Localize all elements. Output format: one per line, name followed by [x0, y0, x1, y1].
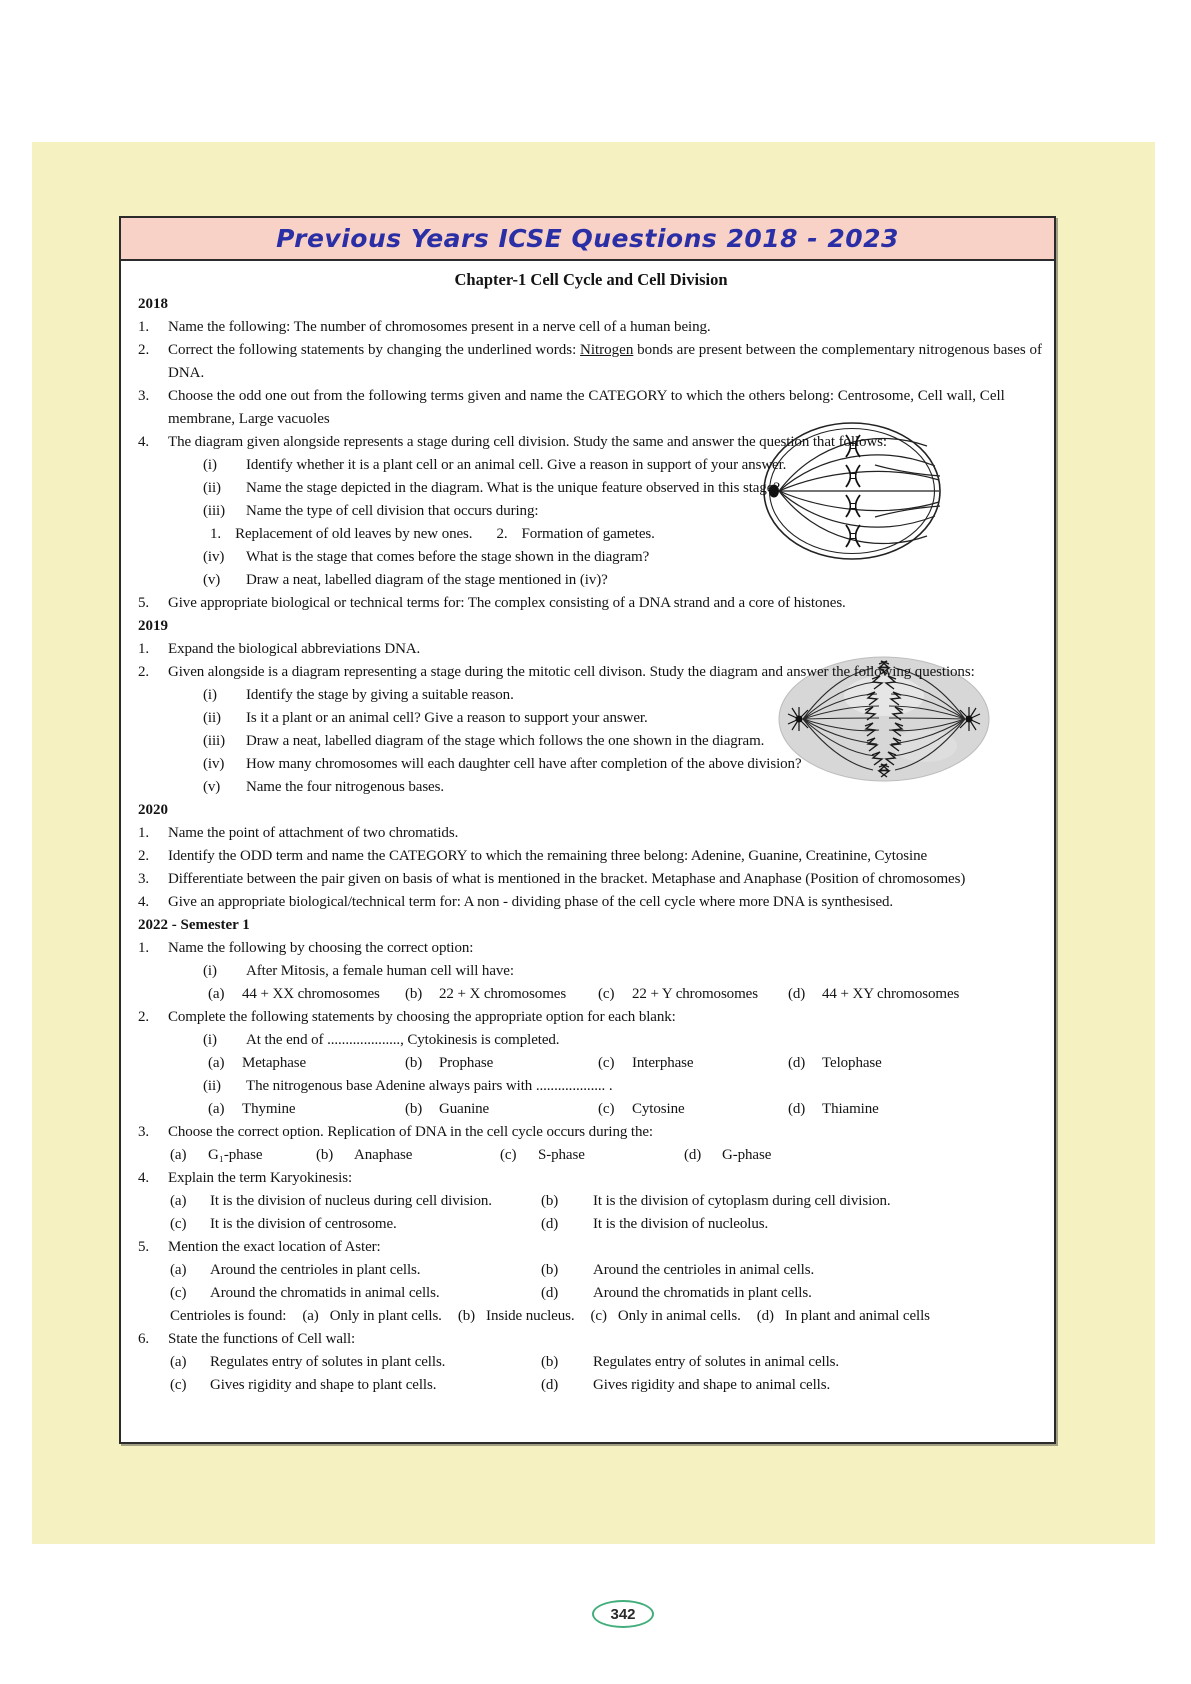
option [541, 1374, 830, 1397]
sub-question-label: (i) [203, 1032, 217, 1048]
question-number: 4. [138, 894, 150, 910]
sub-question-label: (i) [203, 963, 217, 979]
question-row [138, 638, 1044, 661]
inline-number: 2. [496, 526, 508, 542]
sub-question-text: Name the type of cell division that occurs during: [246, 503, 539, 519]
underlined-word: Nitrogen [580, 342, 634, 358]
option [684, 1144, 771, 1167]
option [170, 1259, 541, 1282]
question-number: 2. [138, 1009, 150, 1025]
question-row [138, 845, 1044, 868]
question-text [168, 638, 1044, 661]
question-row [138, 822, 1044, 845]
sub-question-row [203, 753, 1044, 776]
text-segment: Complete the following statements by choosing the appropriate option for each blank: [168, 1009, 676, 1025]
option [170, 1213, 541, 1236]
sub-question-row [203, 500, 1044, 523]
question-row [138, 1006, 1044, 1029]
options-row [208, 983, 1044, 1006]
text-segment: Name the following: The number of chromosomes present in a nerve cell of a human being. [168, 319, 711, 335]
question-row [138, 1328, 1044, 1351]
option [598, 1052, 788, 1075]
sub-question-row [203, 707, 1044, 730]
sub-question-label: (i) [203, 687, 217, 703]
option-text: Around the centrioles in plant cells. [210, 1262, 421, 1278]
sub-question-row [203, 477, 1044, 500]
sub-question-row [203, 960, 1044, 983]
text-segment: Mention the exact location of Aster: [168, 1239, 381, 1255]
question-text [168, 316, 1044, 339]
year-heading: 2022 - Semester 1 [138, 917, 250, 933]
sub-question-text: Draw a neat, labelled diagram of the stage mentioned in (iv)? [246, 572, 608, 588]
options-row [170, 1305, 1044, 1328]
question-number: 2. [138, 664, 150, 680]
question-sheet [119, 216, 1056, 1444]
question-text [168, 1328, 1044, 1351]
inline-number: 1. [210, 526, 222, 542]
text-segment: Choose the odd one out from the following terms given and name the CATEGORY to which the others belong: Centrosome, Cell wall, Cell membrane, Large vacuoles [168, 388, 1005, 427]
options-lead: Centrioles is found: [170, 1308, 287, 1324]
option [405, 1052, 598, 1075]
question-number: 2. [138, 848, 150, 864]
option [591, 1305, 741, 1328]
sub-question-row [203, 569, 1044, 592]
sub-question-text: At the end of ...................., Cytokinesis is completed. [246, 1032, 560, 1048]
question-row [138, 339, 1044, 385]
sub-question-row [203, 1075, 1044, 1098]
text-segment: Explain the term Karyokinesis: [168, 1170, 353, 1186]
option [405, 1098, 598, 1121]
question-text [168, 1167, 1044, 1190]
question-text [168, 385, 1044, 431]
option-label: (d) [788, 1101, 806, 1117]
question-number: 1. [138, 825, 150, 841]
sub-question-row [203, 730, 1044, 753]
sub-question-label: (v) [203, 779, 221, 795]
option [170, 1282, 541, 1305]
question-text [168, 431, 1044, 454]
option-text: Around the chromatids in animal cells. [210, 1285, 440, 1301]
option-label: (c) [598, 1101, 615, 1117]
option [541, 1190, 891, 1213]
question-number: 1. [138, 319, 150, 335]
page-number: 342 [610, 1605, 636, 1623]
options-row [170, 1374, 1044, 1397]
page-number-badge [592, 1600, 654, 1628]
option-text: Anaphase [354, 1147, 413, 1163]
sub-question-label: (iv) [203, 756, 225, 772]
option-label: (c) [598, 986, 615, 1002]
option [598, 1098, 788, 1121]
question-row [138, 868, 1044, 891]
sub-question-label: (ii) [203, 710, 221, 726]
option-label: (c) [170, 1216, 187, 1232]
question-text [168, 592, 1044, 615]
options-row [170, 1282, 1044, 1305]
option-label: (a) [208, 1101, 225, 1117]
question-number: 5. [138, 595, 150, 611]
sub-question-text: The nitrogenous base Adenine always pairs with ................... . [246, 1078, 613, 1094]
sub-question-label: (i) [203, 457, 217, 473]
question-number: 3. [138, 1124, 150, 1140]
option-text: Inside nucleus. [486, 1308, 575, 1324]
option-label: (a) [170, 1147, 187, 1163]
option-label: (a) [208, 986, 225, 1002]
sheet-content [121, 261, 1054, 1397]
option-text: Gives rigidity and shape to animal cells. [593, 1377, 831, 1393]
sub-question-text: Identify whether it is a plant cell or an animal cell. Give a reason in support of your answer. [246, 457, 787, 473]
sub-question-row [203, 684, 1044, 707]
question-text [168, 891, 1044, 914]
question-row [138, 937, 1044, 960]
option-text: Regulates entry of solutes in animal cells. [593, 1354, 840, 1370]
option-text: Only in animal cells. [617, 1308, 741, 1324]
option-label: (b) [541, 1354, 559, 1370]
option-text: Regulates entry of solutes in plant cells. [210, 1354, 446, 1370]
option [170, 1351, 541, 1374]
option [170, 1190, 541, 1213]
banner [121, 218, 1054, 261]
sub-question-text: Name the four nitrogenous bases. [246, 779, 444, 795]
option-text: Only in plant cells. [329, 1308, 442, 1324]
option-text: 22 + X chromosomes [439, 986, 567, 1002]
year-heading: 2020 [138, 802, 168, 818]
question-text [168, 339, 1044, 385]
options-row [208, 1098, 1044, 1121]
option-label: (a) [170, 1354, 187, 1370]
question-number: 4. [138, 1170, 150, 1186]
option-text: 22 + Y chromosomes [632, 986, 758, 1002]
option-text: G-phase [722, 1147, 772, 1163]
text-segment: Expand the biological abbreviations DNA. [168, 641, 421, 657]
sub-question-label: (ii) [203, 480, 221, 496]
option-label: (d) [541, 1285, 559, 1301]
sub-question-text: Name the stage depicted in the diagram. What is the unique feature observed in this stage? [246, 480, 780, 496]
option-text: It is the division of nucleolus. [593, 1216, 769, 1232]
option [208, 1098, 405, 1121]
option-label: (a) [302, 1308, 319, 1324]
option-text: Interphase [632, 1055, 694, 1071]
question-text [168, 661, 1044, 684]
option-label: (b) [316, 1147, 334, 1163]
question-text [168, 937, 1044, 960]
sub-question-label: (iii) [203, 503, 225, 519]
option-label: (b) [457, 1308, 476, 1324]
option [500, 1144, 684, 1167]
option [788, 1098, 879, 1121]
option-text: Cytosine [632, 1101, 685, 1117]
yellow-panel [32, 142, 1155, 1623]
option-label: (b) [405, 1055, 423, 1071]
option-text: Thymine [242, 1101, 296, 1117]
sub-question-label: (iv) [203, 549, 225, 565]
question-text [168, 845, 1044, 868]
options-row [170, 1259, 1044, 1282]
inline-text: Formation of gametes. [521, 526, 655, 542]
option-label: (b) [541, 1193, 559, 1209]
option-label: (c) [590, 1308, 607, 1324]
option [316, 1144, 500, 1167]
option-label: (d) [788, 986, 806, 1002]
question-row [138, 431, 1044, 454]
option-label: (d) [684, 1147, 702, 1163]
sub-question-text: Is it a plant or an animal cell? Give a reason to support your answer. [246, 710, 648, 726]
question-number: 1. [138, 940, 150, 956]
option [458, 1305, 575, 1328]
question-number: 2. [138, 342, 150, 358]
option-text: Prophase [439, 1055, 494, 1071]
question-row [138, 1236, 1044, 1259]
text-segment: Identify the ODD term and name the CATEGORY to which the remaining three belong: Adenine, Guanine, Creatinine, Cytosine [168, 848, 928, 864]
option-text: S-phase [538, 1147, 585, 1163]
sub-question-row [203, 454, 1044, 477]
question-text [168, 868, 1044, 891]
sub-question-row [203, 546, 1044, 569]
option [757, 1305, 930, 1328]
text-segment: Choose the correct option. Replication of DNA in the cell cycle occurs during the: [168, 1124, 653, 1140]
text-segment: State the functions of Cell wall: [168, 1331, 356, 1347]
option-label: (b) [405, 1101, 423, 1117]
option-text: In plant and animal cells [784, 1308, 930, 1324]
text-segment: Correct the following statements by changing the underlined words: [168, 342, 580, 358]
text-segment: Give an appropriate biological/technical term for: A non - dividing phase of the cell cycle where more DNA is synthesised. [168, 894, 894, 910]
option [541, 1351, 839, 1374]
question-text [168, 1121, 1044, 1144]
option-text: Thiamine [822, 1101, 879, 1117]
text-segment: Name the point of attachment of two chromatids. [168, 825, 459, 841]
option-text: Metaphase [242, 1055, 307, 1071]
options-row [170, 1190, 1044, 1213]
option [302, 1305, 442, 1328]
option [541, 1282, 812, 1305]
sub-question-text: Identify the stage by giving a suitable reason. [246, 687, 514, 703]
option-text: 44 + XX chromosomes [242, 986, 380, 1002]
text-segment: The diagram given alongside represents a stage during cell division. Study the same and answer the question that follows: [168, 434, 887, 450]
question-row [138, 661, 1044, 684]
question-row [138, 385, 1044, 431]
sub-question-text: What is the stage that comes before the stage shown in the diagram? [246, 549, 650, 565]
inline-text: Replacement of old leaves by new ones. [235, 526, 473, 542]
option-label: (c) [170, 1285, 187, 1301]
question-number: 5. [138, 1239, 150, 1255]
option-label: (c) [170, 1377, 187, 1393]
question-number: 4. [138, 434, 150, 450]
option [598, 983, 788, 1006]
sub-question-row [203, 776, 1044, 799]
sub-question-text: After Mitosis, a female human cell will have: [246, 963, 514, 979]
options-row [170, 1213, 1044, 1236]
option-label: (c) [500, 1147, 517, 1163]
text-segment: Differentiate between the pair given on basis of what is mentioned in the bracket. Metaphase and Anaphase (Position of chromosomes) [168, 871, 966, 887]
options-row [170, 1144, 1044, 1167]
question-number: 1. [138, 641, 150, 657]
sub-question-text: Draw a neat, labelled diagram of the stage which follows the one shown in the diagram. [246, 733, 765, 749]
option-label: (c) [598, 1055, 615, 1071]
question-row [138, 1167, 1044, 1190]
option [405, 983, 598, 1006]
banner-title: Previous Years ICSE Questions 2018 - 2023 [276, 224, 899, 253]
option-label: (a) [208, 1055, 225, 1071]
option [208, 1052, 405, 1075]
option-label: (d) [788, 1055, 806, 1071]
question-row [138, 316, 1044, 339]
question-row [138, 592, 1044, 615]
year-heading: 2018 [138, 296, 168, 312]
option-label: (a) [170, 1193, 187, 1209]
option-label: (a) [170, 1262, 187, 1278]
option-text: 44 + XY chromosomes [822, 986, 960, 1002]
option-label: (b) [405, 986, 423, 1002]
option-text: Gives rigidity and shape to plant cells. [210, 1377, 437, 1393]
option-label: (d) [756, 1308, 774, 1324]
text-segment: Give appropriate biological or technical terms for: The complex consisting of a DNA strand and a core of histones. [168, 595, 846, 611]
option [208, 983, 405, 1006]
option-text: It is the division of centrosome. [210, 1216, 397, 1232]
options-row [208, 1052, 1044, 1075]
option [170, 1374, 541, 1397]
inline-numbered-row [210, 523, 1044, 546]
option-label: (d) [541, 1377, 559, 1393]
question-text [168, 822, 1044, 845]
question-number: 6. [138, 1331, 150, 1347]
question-text [168, 1236, 1044, 1259]
options-row [170, 1351, 1044, 1374]
year-heading: 2019 [138, 618, 168, 634]
option-text: It is the division of cytoplasm during cell division. [593, 1193, 891, 1209]
text-segment: bonds are present between the complementary nitrogenous bases of DNA. [168, 342, 1042, 381]
option-label: (d) [541, 1216, 559, 1232]
question-list [138, 293, 1044, 1397]
text-segment: Given alongside is a diagram representing a stage during the mitotic cell divison. Study the diagram and answer the following questions: [168, 664, 975, 680]
option [788, 983, 959, 1006]
option-text: Telophase [822, 1055, 882, 1071]
option [541, 1213, 768, 1236]
option [788, 1052, 882, 1075]
sub-question-label: (v) [203, 572, 221, 588]
option-text: Guanine [439, 1101, 490, 1117]
option-text: G₁-phase [208, 1147, 263, 1163]
sub-question-label: (ii) [203, 1078, 221, 1094]
question-row [138, 891, 1044, 914]
option-label: (b) [541, 1262, 559, 1278]
option-text: Around the centrioles in animal cells. [593, 1262, 815, 1278]
question-text [168, 1006, 1044, 1029]
sub-question-text: How many chromosomes will each daughter cell have after completion of the above division? [246, 756, 802, 772]
sub-question-label: (iii) [203, 733, 225, 749]
option-text: Around the chromatids in plant cells. [593, 1285, 812, 1301]
option [541, 1259, 814, 1282]
question-number: 3. [138, 388, 150, 404]
sub-question-row [203, 1029, 1044, 1052]
chapter-title: Chapter-1 Cell Cycle and Cell Division [454, 270, 728, 289]
text-segment: Name the following by choosing the correct option: [168, 940, 474, 956]
question-row [138, 1121, 1044, 1144]
option-text: It is the division of nucleus during cell division. [210, 1193, 492, 1209]
question-number: 3. [138, 871, 150, 887]
option [170, 1144, 316, 1167]
